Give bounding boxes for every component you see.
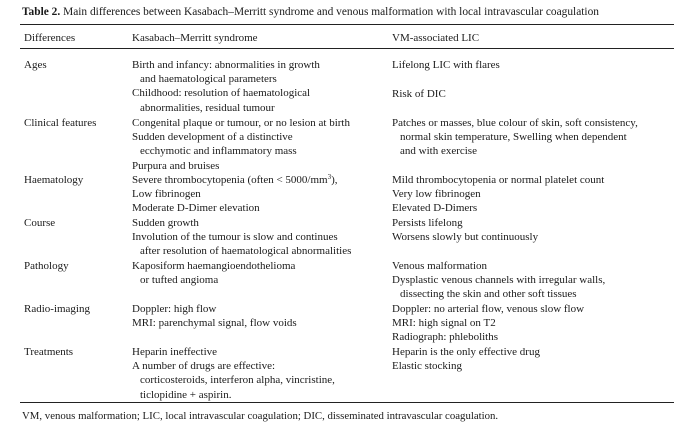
vm-line: MRI: high signal on T2: [392, 317, 496, 330]
kms-line: Congenital plaque or tumour, or no lesion at birth: [132, 117, 350, 129]
table-title: Main differences between Kasabach–Merritt syndrome and venous malformation with local intravascular coagulation: [63, 6, 599, 18]
vm-haematology-cell: [392, 173, 604, 216]
header-differences: Differences: [24, 32, 76, 44]
kms-line: [132, 173, 338, 187]
bottom-rule: [20, 402, 674, 403]
vm-radio-cell: [392, 302, 584, 345]
kms-course-cell: [132, 216, 351, 259]
top-rule: [20, 24, 674, 25]
vm-line: Heparin is the only effective drug: [392, 346, 540, 358]
vm-line: Radiograph: phleboliths: [392, 331, 499, 344]
kms-line: corticosteroids, interferon alpha, vincristine,: [140, 374, 335, 387]
kms-line: Involution of the tumour is slow and continues: [132, 231, 338, 244]
kms-haematology-cell: [132, 173, 338, 216]
kms-line: Heparin ineffective: [132, 346, 218, 358]
kms-line: Low fibrinogen: [132, 188, 201, 201]
kms-treatments-cell: [132, 345, 335, 402]
kms-line: Kaposiform haemangioendothelioma: [132, 260, 296, 272]
kms-line: MRI: parenchymal signal, flow voids: [132, 317, 297, 330]
kms-line: A number of drugs are effective:: [132, 360, 276, 373]
kms-radio-cell: [132, 302, 297, 330]
vm-clinical-cell: [392, 116, 638, 159]
row-label-course: Course: [24, 217, 56, 229]
kms-line: Sudden growth: [132, 217, 199, 229]
table-footnote: VM, venous malformation; LIC, local intravascular coagulation; DIC, disseminated intravascular coagulation.: [22, 410, 499, 422]
row-label-pathology: Pathology: [24, 260, 69, 272]
superscript-3: 3: [327, 173, 332, 181]
kms-line: ecchymotic and inflammatory mass: [140, 145, 297, 158]
kms-line: Sudden development of a distinctive: [132, 131, 293, 144]
header-rule: [20, 48, 674, 49]
kms-line-text: ),: [331, 174, 338, 186]
kms-line: and haematological parameters: [140, 73, 277, 86]
vm-line: dissecting the skin and other soft tissues: [400, 288, 577, 301]
vm-ages-line: Lifelong LIC with flares: [392, 59, 500, 71]
vm-line: Elastic stocking: [392, 360, 462, 373]
kms-ages-cell: [132, 58, 320, 115]
vm-line: normal skin temperature, Swelling when dependent: [400, 131, 627, 144]
kms-line: Childhood: resolution of haematological: [132, 87, 311, 100]
kms-line: Birth and infancy: abnormalities in growth: [132, 59, 320, 71]
vm-line: Very low fibrinogen: [392, 188, 481, 201]
vm-course-line: Persists lifelong: [392, 217, 463, 229]
kms-line-text: Severe thrombocytopenia (often < 5000/mm: [132, 174, 328, 186]
kms-line: after resolution of haematological abnormalities: [140, 245, 352, 258]
vm-ages-line: Risk of DIC: [392, 88, 446, 100]
kms-line: abnormalities, residual tumour: [140, 101, 275, 114]
kms-line: ticlopidine + aspirin.: [140, 388, 232, 401]
vm-line: Doppler: no arterial flow, venous slow flow: [392, 303, 585, 315]
kms-line: Purpura and bruises: [132, 159, 220, 172]
kms-clinical-cell: [132, 116, 350, 173]
row-label-radio-imaging: Radio-imaging: [24, 303, 90, 315]
header-vm-lic: VM-associated LIC: [392, 32, 480, 44]
table-caption: [22, 6, 599, 18]
kms-line: or tufted angioma: [140, 274, 219, 287]
row-label-clinical-features: Clinical features: [24, 117, 97, 129]
kms-line: Doppler: high flow: [132, 303, 217, 315]
vm-line: and with exercise: [400, 145, 477, 158]
vm-treatments-cell: [392, 345, 540, 373]
table-label: Table 2.: [22, 6, 61, 18]
row-label-haematology: Haematology: [24, 174, 84, 186]
kms-pathology-cell: [132, 259, 295, 287]
vm-line: Mild thrombocytopenia or normal platelet count: [392, 174, 605, 186]
vm-pathology-cell: [392, 259, 605, 302]
header-kms: Kasabach–Merritt syndrome: [132, 32, 258, 44]
vm-course-line: Worsens slowly but continuously: [392, 231, 539, 243]
row-label-treatments: Treatments: [24, 346, 74, 358]
kms-line: Moderate D-Dimer elevation: [132, 202, 260, 215]
row-label-ages: Ages: [24, 59, 47, 71]
vm-line: Patches or masses, blue colour of skin, soft consistency,: [392, 117, 638, 129]
vm-line: Dysplastic venous channels with irregular walls,: [392, 274, 606, 287]
vm-line: Venous malformation: [392, 260, 488, 272]
vm-line: Elevated D-Dimers: [392, 202, 478, 215]
